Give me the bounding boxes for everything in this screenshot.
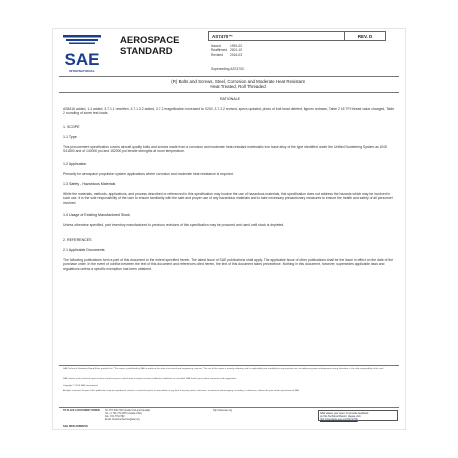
section-heading-scope: 1. SCOPE [63, 125, 80, 129]
feedback-box [318, 410, 398, 421]
logo-subtext: INTERNATIONAL [69, 69, 95, 73]
section-heading-references: 2. REFERENCES [63, 238, 92, 242]
section-heading-usage: 1.4 Usage of Existing Manufactured Stock [63, 213, 130, 217]
superseding-note: Superseding AS7470C [211, 67, 245, 71]
fax-number: Fax: 724-776-0790 [105, 415, 125, 418]
date-value: 2016-03 [230, 52, 243, 57]
logo-text: SAE [64, 50, 100, 69]
email-address[interactable]: Email: CustomerService@sae.org [105, 418, 140, 421]
date-label: Issued [211, 44, 221, 48]
section-heading-applicable-documents: 2.1 Applicable Documents [63, 248, 105, 252]
date-value: 1991-02 [230, 44, 243, 48]
usage-text: Unless otherwise specified, part inventory manufactured to previous revisions of this specification may be procured and used until stock is depleted. [63, 223, 285, 227]
date-row [211, 53, 242, 57]
rationale-text: AS8416 added, 1.4 added, 3.7.1.1 rewritten, 3.7.1.3.2 added, 3.7.2 magnification increased to X200, 3.7.2.2 revised, specs updated, photo of bolt head deleted, figures redrawn, Table 2 16 TPI thread value changed, Table 2 rounding of some test loads. [63, 107, 395, 116]
date-list [211, 44, 242, 57]
contact-divider [59, 407, 399, 408]
title-line-1: AEROSPACE [120, 35, 180, 46]
phone-inside: Tel: 877-606-7323 (inside USA and Canada) [105, 410, 151, 412]
revision-label: REV. D [357, 34, 373, 39]
rationale-heading: RATIONALE [219, 97, 241, 101]
fine-print-review: SAE reviews each technical report at least every five years at which time it may be revised, reaffirmed, stabilized, or cancelled. SAE invites your written comments and suggestions. [63, 378, 237, 380]
header-divider [59, 76, 399, 77]
title-line-2: STANDARD [120, 46, 173, 57]
section-heading-type: 1.1 Type [63, 135, 77, 139]
website-link[interactable]: http://www.sae.org [213, 410, 232, 412]
fine-print-rules: SAE Technical Standards Board Rules provide that: "This report is published by SAE to advance the state of technical and engineering sciences. The use of this report is entirely voluntary, and its applicability and suitability for any particular use, including any patent infringement arising therefrom, is the sole responsibility of the user." [63, 368, 385, 370]
document-page [52, 28, 406, 430]
feedback-line-1: SAE values your input. To provide feedback [320, 412, 369, 415]
title-line-2: Heat Treated, Roll Threaded [210, 84, 266, 90]
standard-title [120, 35, 179, 57]
date-label: Reaffirmed [211, 48, 228, 53]
feedback-line-2: on this Technical Report, please visit [320, 415, 361, 418]
title-divider [59, 92, 399, 93]
section-heading-safety: 1.3 Safety - Hazardous Materials [63, 182, 116, 186]
doc-number-box [208, 31, 386, 41]
type-text: This procurement specification covers aircraft quality bolts and screws made from a corrosion and moderate heat-resistant martensitic iron base alloy of the type identified under the Unified Numbering System as UNS S41800 and of 140000 psi and 152000 psi tensile strengths at room temperature. [63, 145, 387, 154]
web-address-label: SAE WEB ADDRESS: [63, 425, 89, 428]
date-label: Revised [211, 52, 223, 57]
contact-block [63, 410, 397, 422]
section-heading-application: 1.2 Application [63, 162, 87, 166]
feedback-link[interactable]: http://standards.sae.org/AS7470D [320, 418, 358, 421]
document-header [53, 29, 407, 77]
title-line-1: (R) Bolts and Screws, Steel, Corrosion and Moderate Heat Resistant [171, 79, 305, 84]
applicable-documents-text: The following publications form a part of this document to the extent specified herein. The latest issue of SAE publications shall apply. The applicable issue of other publications shall be the issue in effect on the date of the purchase order. In the event of conflict between the text of this document and references cited herein, the text of this document takes precedence. Nothing in this document, however, supersedes applicable laws and regulations unless a specific exemption has been obtained. [63, 258, 394, 271]
doc-number: AS7470™ [209, 32, 345, 40]
safety-text: While the materials, methods, applications, and process described or referenced in this specification may involve the use of hazardous materials, this specification does not address the hazards which may be involved in such use. It is the sole responsibility of the user to ensure familiarity with the safe and proper use of any hazardous materials and to take necessary precautionary measures to ensure the health and safety of all personnel involved. [63, 192, 393, 205]
document-title [113, 79, 363, 89]
footer-divider [59, 365, 399, 366]
fine-print-rights: All rights reserved. No part of this publication may be reproduced, stored in a retrieval system or transmitted, in any form or by any means, electronic, mechanical, photocopying, recording, or otherwise, without the prior written permission of SAE. [63, 390, 300, 392]
phone-outside: Tel: +1 724-776-4970 (outside USA) [105, 412, 142, 415]
fine-print-copyright: Copyright © 2016 SAE International [63, 385, 98, 387]
date-value: 2001-10 [230, 48, 243, 53]
order-label: TO PLACE A DOCUMENT ORDER: [63, 410, 101, 412]
application-text: Primarily for aerospace propulsion system applications where corrosion and moderate heat resistance is required. [63, 172, 234, 176]
